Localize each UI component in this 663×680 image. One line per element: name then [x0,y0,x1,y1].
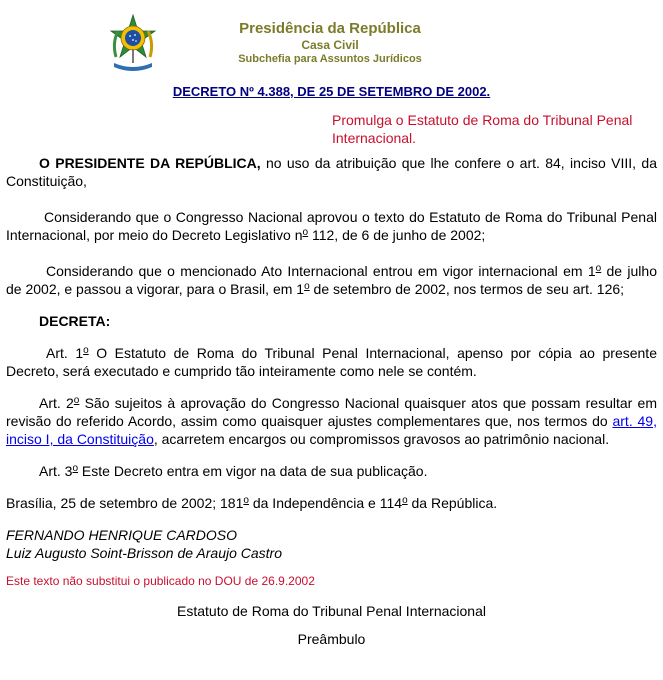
article-number: Art. 1 [46,345,84,361]
casa-civil: Casa Civil [301,38,359,52]
preamble-heading: Preâmbulo [297,631,366,647]
paragraph-considering-2 [6,262,657,298]
decree-title: DECRETO Nº 4.388, DE 25 DE SETEMBRO DE 2002. [172,84,491,99]
brazil-coat-of-arms-icon [108,13,158,73]
ordinal-sup: o [302,227,309,238]
date-line [6,494,657,512]
ordinal-sup: o [402,495,408,506]
header [0,0,663,80]
paragraph-text: de julho de 2002, e passou a vigorar, para o Brasil, em 1 [6,263,657,297]
date-text: Brasília, 25 de setembro de 2002; 181 [6,495,244,511]
header-text [200,20,460,66]
ordinal-sup: o [73,395,80,406]
president-heading: O PRESIDENTE DA REPÚBLICA, [39,155,261,171]
article-text: O Estatuto de Roma do Tribunal Penal Internacional, apenso por cópia ao presente Decreto, será executado e cumprido tão inteiramente como nele se contém. [6,345,657,379]
paragraph-preamble [6,154,657,190]
paragraph-considering-1 [6,208,657,244]
dou-notice: Este texto não substitui o publicado no DOU de 26.9.2002 [6,574,315,588]
annex-title: Estatuto de Roma do Tribunal Penal Internacional [177,603,486,619]
ordinal-sup: o [304,281,310,292]
paragraph-text: 112, de 6 de junho de 2002; [308,227,486,243]
ordinal-sup: o [243,495,249,506]
constitution-art49-link[interactable]: art. 49, inciso I, da Constituição [6,413,657,447]
article-1 [6,344,657,380]
decree-body [6,154,657,648]
date-text: da Independência e 114 [248,495,403,511]
ordinal-sup: o [595,263,602,274]
subchefia: Subchefia para Assuntos Jurídicos [238,53,422,65]
paragraph-text: no uso da atribuição que lhe confere o art. 84, inciso VIII, da Constituição, [6,155,657,189]
date-text: da República. [407,495,498,511]
president-signature: FERNANDO HENRIQUE CARDOSO [6,527,238,543]
decree-summary: Promulga o Estatuto de Roma do Tribunal Penal Internacional. [332,112,633,146]
article-number: Art. 3 [39,463,73,479]
ordinal-sup: o [72,463,79,474]
decreta-heading: DECRETA: [39,313,111,329]
article-2 [6,394,657,448]
article-text: São sujeitos à aprovação do Congresso Nacional quaisquer atos que possam resultar em revisão do referido Acordo, assim como quaisquer ajustes complementares que, nos termos do [6,395,657,429]
paragraph-text: Considerando que o Congresso Nacional aprovou o texto do Estatuto de Roma do Tribunal Penal Internacional, por meio do Decreto Legislativo n [6,209,657,243]
article-number: Art. 2 [39,395,74,411]
paragraph-text: Considerando que o mencionado Ato Internacional entrou em vigor internacional em 1 [46,263,596,279]
article-3 [6,462,657,480]
minister-signature: Luiz Augusto Soint-Brisson de Araujo Castro [6,545,282,561]
article-text: Este Decreto entra em vigor na data de sua publicação. [78,463,428,479]
article-text: , acarretem encargos ou compromissos gravosos ao patrimônio nacional. [153,431,610,447]
signatures [6,526,657,562]
ordinal-sup: o [83,345,89,356]
presidency-title: Presidência da República [239,20,421,37]
paragraph-text: de setembro de 2002, nos termos de seu art. 126; [309,281,625,297]
